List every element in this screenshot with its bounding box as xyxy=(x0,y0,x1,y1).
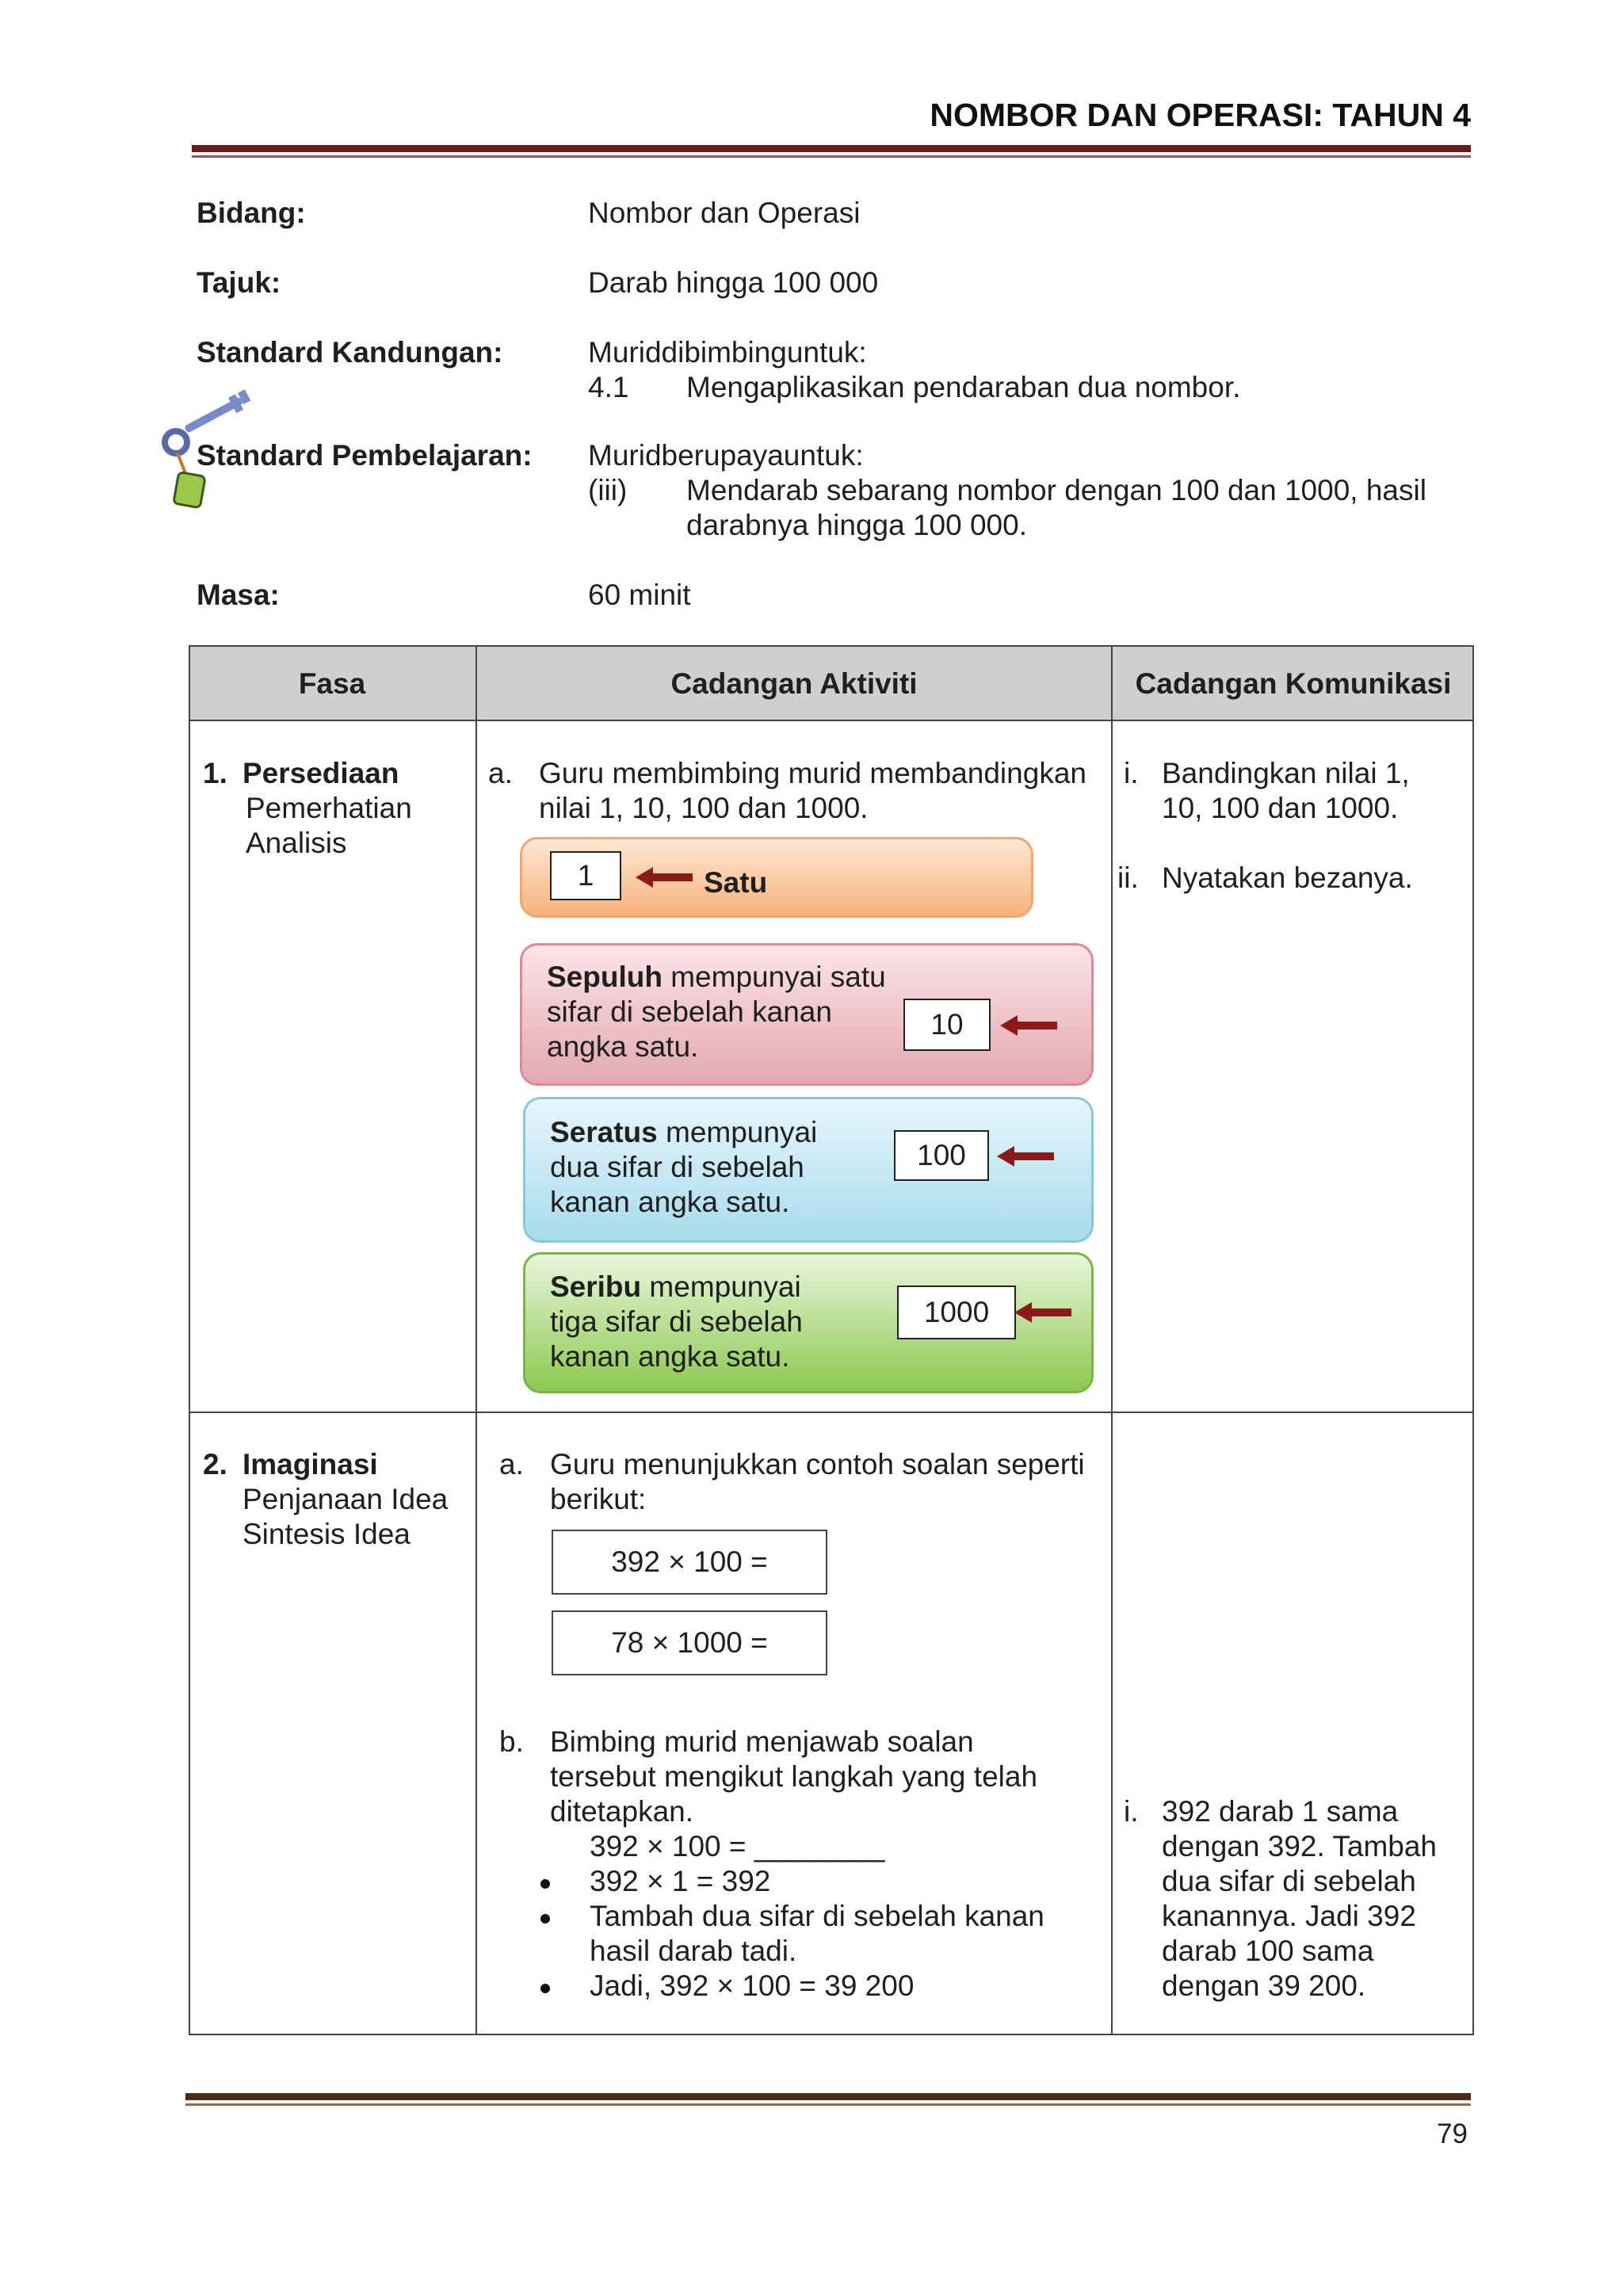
standard-pembelajaran-text-1: Mendarab sebarang nombor dengan 100 dan 1000, hasil xyxy=(686,474,1426,506)
table-header-divider xyxy=(189,720,1474,721)
standard-pembelajaran-label: Standard Pembelajaran: xyxy=(197,439,533,472)
equation-box-1: 392 × 100 = xyxy=(552,1530,827,1595)
header-rule-thin xyxy=(192,155,1471,158)
arrow-left-icon xyxy=(636,867,693,888)
header-rule xyxy=(192,145,1471,152)
satu-number-box: 1 xyxy=(550,851,621,900)
table-col-divider-2 xyxy=(1111,645,1113,2035)
row2-kom-i-line-3: dua sifar di sebelah xyxy=(1162,1865,1416,1897)
sepuluh-bold: Sepuluh xyxy=(547,961,663,993)
footer-rule-thin xyxy=(185,2103,1471,2106)
row2-activity-a-letter: a. xyxy=(499,1448,524,1480)
seribu-line-1 xyxy=(550,1270,801,1305)
table-row-divider xyxy=(189,1412,1474,1413)
row1-kom-i-number: i. xyxy=(1124,757,1139,789)
seratus-line-3: kanan angka satu. xyxy=(550,1186,790,1218)
arrow-left-icon xyxy=(1000,1015,1057,1036)
seribu-line-3: kanan angka satu. xyxy=(550,1340,790,1373)
page-title: NOMBOR DAN OPERASI: TAHUN 4 xyxy=(930,97,1471,133)
header-fasa: Fasa xyxy=(298,667,366,700)
row2-bullet-2-line-1: Tambah dua sifar di sebelah kanan xyxy=(590,1900,1044,1932)
row1-kom-i-line-1: Bandingkan nilai 1, xyxy=(1162,757,1410,789)
row1-activity-line-1: Guru membimbing murid membandingkan xyxy=(539,757,1086,789)
row2-fasa-title: Imaginasi xyxy=(242,1448,378,1480)
seratus-line-2: dua sifar di sebelah xyxy=(550,1151,804,1183)
row2-activity-b-line-2: tersebut mengikut langkah yang telah xyxy=(550,1760,1038,1793)
row2-fasa-sub-1: Penjanaan Idea xyxy=(242,1483,449,1515)
masa-value: 60 minit xyxy=(588,579,691,611)
standard-pembelajaran-intro: Muridberupayauntuk: xyxy=(588,439,864,472)
row2-kom-i-line-6: dengan 39 200. xyxy=(1162,1969,1366,2002)
arrow-left-icon xyxy=(1014,1302,1071,1323)
seribu-bold: Seribu xyxy=(550,1270,642,1303)
table-border-top xyxy=(189,645,1474,647)
bidang-value: Nombor dan Operasi xyxy=(588,197,861,229)
tajuk-value: Darab hingga 100 000 xyxy=(588,266,879,299)
standard-pembelajaran-text-2: darabnya hingga 100 000. xyxy=(686,509,1027,541)
sepuluh-line-3: angka satu. xyxy=(547,1030,699,1063)
row1-kom-ii-number: ii. xyxy=(1117,861,1139,894)
row1-kom-ii-line-1: Nyatakan bezanya. xyxy=(1162,861,1413,894)
row1-activity-line-2: nilai 1, 10, 100 dan 1000. xyxy=(539,792,869,824)
header-cadangan-komunikasi: Cadangan Komunikasi xyxy=(1135,667,1452,700)
masa-label: Masa: xyxy=(197,579,280,611)
row2-kom-i-line-2: dengan 392. Tambah xyxy=(1162,1830,1438,1862)
seribu-line-2: tiga sifar di sebelah xyxy=(550,1305,803,1338)
row1-fasa-sub-1: Pemerhatian xyxy=(246,792,412,824)
seratus-rest: mempunyai xyxy=(657,1116,818,1148)
row1-kom-i-line-2: 10, 100 dan 1000. xyxy=(1162,792,1399,824)
sepuluh-line-1 xyxy=(547,960,886,995)
standard-kandungan-text: Mengaplikasikan pendaraban dua nombor. xyxy=(686,371,1241,403)
row2-kom-i-line-1: 392 darab 1 sama xyxy=(1162,1795,1399,1828)
bidang-label: Bidang: xyxy=(197,197,306,229)
header-cadangan-aktiviti: Cadangan Aktiviti xyxy=(670,667,918,700)
row2-activity-b-line-1: Bimbing murid menjawab soalan xyxy=(550,1725,974,1758)
bullet-dot xyxy=(540,1984,550,1993)
row2-bullet-3: Jadi, 392 × 100 = 39 200 xyxy=(590,1969,915,2002)
row1-fasa-number: 1. xyxy=(203,757,227,789)
row2-bullet-2-line-2: hasil darab tadi. xyxy=(590,1935,797,1967)
standard-kandungan-intro: Muriddibimbinguntuk: xyxy=(588,336,867,369)
row1-activity-letter: a. xyxy=(488,757,513,789)
page-number: 79 xyxy=(1437,2118,1468,2149)
row2-fasa-number: 2. xyxy=(203,1448,227,1480)
row2-activity-b-line-3: ditetapkan. xyxy=(550,1795,694,1828)
satu-label: Satu xyxy=(704,866,768,899)
tajuk-label: Tajuk: xyxy=(197,266,281,299)
row1-fasa-title: Persediaan xyxy=(242,757,399,789)
seratus-bold: Seratus xyxy=(550,1116,658,1148)
row2-bullet-1: 392 × 1 = 392 xyxy=(590,1865,771,1897)
standard-kandungan-number: 4.1 xyxy=(588,371,629,403)
row2-fasa-sub-2: Sintesis Idea xyxy=(242,1518,411,1550)
standard-kandungan-label: Standard Kandungan: xyxy=(197,336,503,369)
equation-box-2: 78 × 1000 = xyxy=(552,1610,827,1675)
row2-activity-a-line-1: Guru menunjukkan contoh soalan seperti xyxy=(550,1448,1085,1480)
table-border-bottom xyxy=(189,2034,1474,2035)
row2-activity-b-line-4: 392 × 100 = ________ xyxy=(590,1830,885,1862)
bullet-dot xyxy=(540,1914,550,1924)
row2-kom-i-line-5: darab 100 sama xyxy=(1162,1935,1374,1967)
row2-kom-i-number: i. xyxy=(1124,1795,1139,1828)
row2-kom-i-line-4: kanannya. Jadi 392 xyxy=(1162,1900,1416,1932)
sepuluh-number-box: 10 xyxy=(903,999,991,1051)
footer-rule xyxy=(185,2093,1471,2100)
bullet-dot xyxy=(540,1879,550,1889)
seribu-rest: mempunyai xyxy=(641,1270,801,1303)
table-col-divider-1 xyxy=(475,645,477,2035)
row2-activity-a-line-2: berikut: xyxy=(550,1483,647,1515)
seribu-number-box: 1000 xyxy=(897,1286,1016,1339)
standard-pembelajaran-number: (iii) xyxy=(588,474,628,506)
table-border-right xyxy=(1472,645,1474,2035)
table-border-left xyxy=(189,645,190,2035)
sepuluh-rest: mempunyai satu xyxy=(662,961,886,993)
row1-fasa-sub-2: Analisis xyxy=(246,827,347,859)
arrow-left-icon xyxy=(997,1146,1054,1167)
seratus-line-1 xyxy=(550,1115,817,1150)
row2-activity-b-letter: b. xyxy=(499,1725,524,1758)
sepuluh-line-2: sifar di sebelah kanan xyxy=(547,995,832,1028)
seratus-number-box: 100 xyxy=(894,1130,989,1181)
